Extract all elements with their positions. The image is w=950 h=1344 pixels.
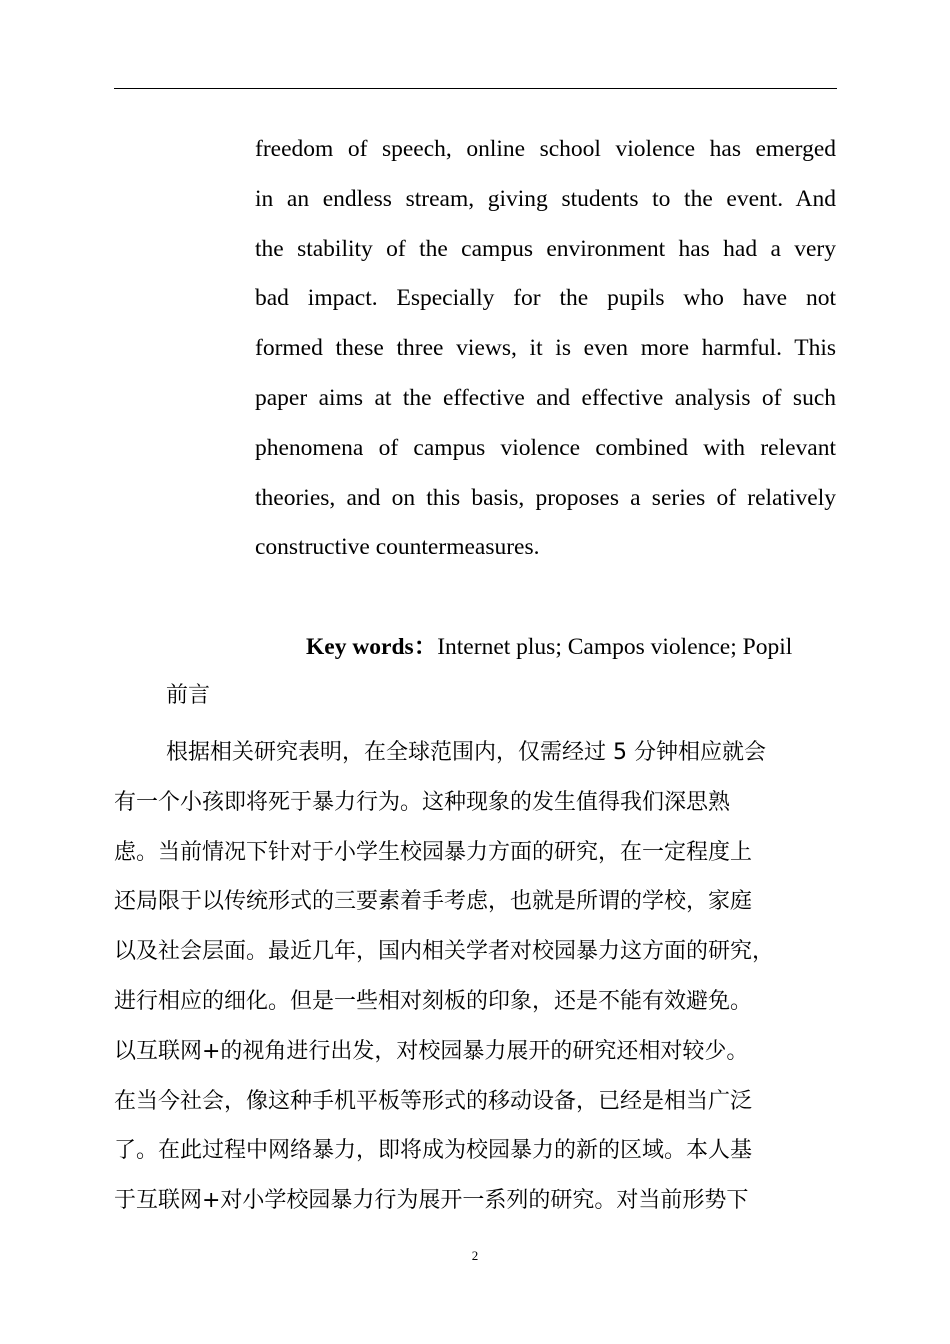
abstract-line: constructive countermeasures. (255, 534, 540, 561)
body-paragraph (114, 728, 839, 1226)
abstract-line: formed these three views, it is even more harmful. This (255, 335, 836, 362)
body-line: 进行相应的细化。但是一些相对刻板的印象，还是不能有效避免。 (114, 988, 753, 1014)
body-line: 根据相关研究表明，在全球范围内，仅需经过 5 分钟相应就会 (166, 740, 766, 765)
abstract-line: bad impact. Especially for the pupils who have not (255, 285, 836, 312)
body-line: 虑。当前情况下针对于小学生校园暴力方面的研究，在一定程度上 (114, 839, 753, 865)
body-line: 以互联网+的视角进行出发，对校园暴力展开的研究还相对较少。 (114, 1038, 749, 1064)
body-line: 以及社会层面。最近几年，国内相关学者对校园暴力这方面的研究， (114, 939, 775, 965)
page-number: 2 (471, 1248, 479, 1263)
english-abstract (255, 125, 836, 573)
abstract-line: in an endless stream, giving students to the event. And (255, 185, 836, 212)
abstract-line: phenomena of campus violence combined with relevant (255, 434, 836, 461)
body-line: 了。在此过程中网络暴力，即将成为校园暴力的新的区域。本人基 (114, 1138, 753, 1164)
body-line: 还局限于以传统形式的三要素着手考虑，也就是所谓的学校，家庭 (114, 889, 753, 915)
section-title: 前言 (166, 683, 211, 708)
header-rule (114, 88, 837, 89)
abstract-line: paper aims at the effective and effective analysis of such (255, 384, 836, 411)
body-line: 有一个小孩即将死于暴力行为。这种现象的发生值得我们深思熟 (114, 789, 731, 815)
abstract-line: freedom of speech, online school violence has emerged (255, 136, 836, 162)
keywords-label: Key words： (306, 634, 438, 660)
keywords (306, 629, 792, 665)
abstract-line: the stability of the campus environment has had a very (255, 235, 836, 262)
abstract-line: theories, and on this basis, proposes a series of relatively (255, 484, 836, 511)
body-line: 于互联网+对小学校园暴力行为展开一系列的研究。对当前形势下 (114, 1188, 749, 1214)
body-line: 在当今社会，像这种手机平板等形式的移动设备，已经是相当广泛 (114, 1088, 753, 1114)
keywords-value: Internet plus; Campos violence; Popil (437, 634, 793, 660)
